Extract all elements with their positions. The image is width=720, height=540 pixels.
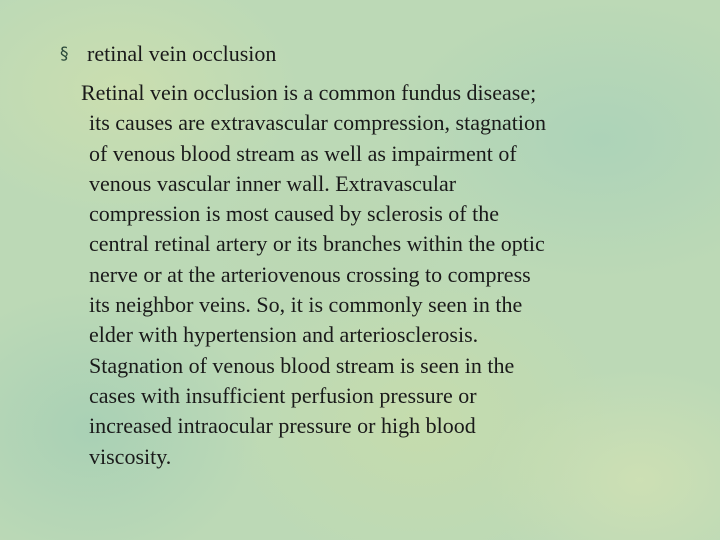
paragraph-line: Stagnation of venous blood stream is seen in the [89, 352, 515, 378]
paragraph-line: compression is most caused by sclerosis of the [89, 201, 499, 227]
bullet-item [60, 38, 276, 70]
paragraph-line: elder with hypertension and arteriosclerosis. [89, 322, 479, 348]
paragraph-line: its causes are extravascular compression, stagnation [89, 110, 546, 136]
body-paragraph [81, 78, 681, 472]
paragraph-line: cases with insufficient perfusion pressure or [89, 382, 477, 408]
paragraph-line: Retinal vein occlusion is a common fundus disease; [81, 80, 537, 105]
paragraph-line: central retinal artery or its branches within the optic [89, 231, 545, 257]
paragraph-line: increased intraocular pressure or high blood [89, 413, 476, 439]
paragraph-line: nerve or at the arteriovenous crossing to compress [89, 261, 531, 287]
section-sign-icon: § [60, 43, 69, 64]
paragraph-line: viscosity. [89, 443, 172, 469]
paragraph-line: its neighbor veins. So, it is commonly seen in the [89, 292, 523, 318]
bullet-heading: retinal vein occlusion [87, 41, 277, 66]
paragraph-line: venous vascular inner wall. Extravascular [89, 170, 457, 196]
paragraph-line: of venous blood stream as well as impairment of [89, 140, 517, 166]
